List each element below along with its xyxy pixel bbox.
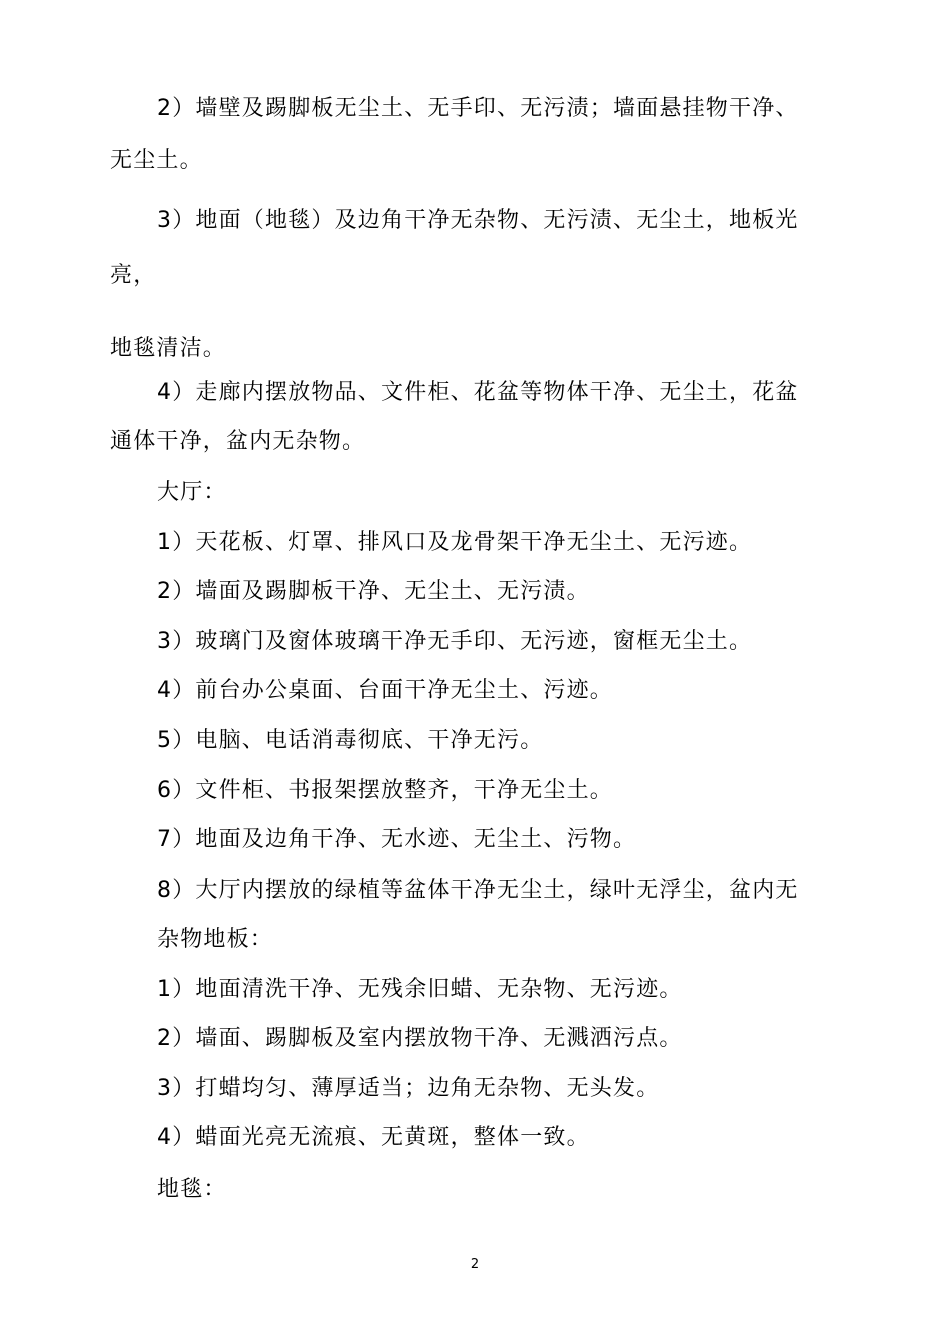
text-line: 4）走廊内摆放物品、文件柜、花盆等物体干净、无尘土，花盆 bbox=[157, 380, 799, 405]
text-line: 7）地面及边角干净、无水迹、无尘土、污物。 bbox=[157, 827, 637, 852]
text-line: 1）地面清洗干净、无残余旧蜡、无杂物、无污迹。 bbox=[157, 977, 683, 1002]
text-line: 3）玻璃门及窗体玻璃干净无手印、无污迹，窗框无尘土。 bbox=[157, 629, 753, 654]
page-number: 2 bbox=[470, 1257, 480, 1272]
text-line: 杂物地板： bbox=[157, 927, 274, 952]
text-line: 2）墙壁及踢脚板无尘土、无手印、无污渍；墙面悬挂物干净、 bbox=[157, 96, 799, 121]
text-line: 地毯清洁。 bbox=[110, 336, 227, 361]
text-line: 通体干净，盆内无杂物。 bbox=[110, 429, 366, 454]
text-line: 1）天花板、灯罩、排风口及龙骨架干净无尘土、无污迹。 bbox=[157, 530, 753, 555]
text-line: 4）蜡面光亮无流痕、无黄斑，整体一致。 bbox=[157, 1125, 590, 1150]
text-line: 5）电脑、电话消毒彻底、干净无污。 bbox=[157, 728, 544, 753]
text-line: 6）文件柜、书报架摆放整齐，干净无尘土。 bbox=[157, 778, 613, 803]
text-line: 8）大厅内摆放的绿植等盆体干净无尘土，绿叶无浮尘，盆内无 bbox=[157, 878, 799, 903]
text-line: 2）墙面、踢脚板及室内摆放物干净、无溅洒污点。 bbox=[157, 1026, 683, 1051]
text-line: 3）打蜡均匀、薄厚适当；边角无杂物、无头发。 bbox=[157, 1076, 660, 1101]
text-line: 3）地面（地毯）及边角干净无杂物、无污渍、无尘土，地板光 bbox=[157, 208, 799, 233]
text-line: 2）墙面及踢脚板干净、无尘土、无污渍。 bbox=[157, 579, 590, 604]
section-heading: 大厅： bbox=[157, 480, 227, 505]
text-line: 无尘土。 bbox=[110, 148, 203, 173]
text-line: 亮， bbox=[110, 263, 157, 288]
section-heading: 地毯： bbox=[157, 1177, 227, 1202]
text-line: 4）前台办公桌面、台面干净无尘土、污迹。 bbox=[157, 678, 613, 703]
